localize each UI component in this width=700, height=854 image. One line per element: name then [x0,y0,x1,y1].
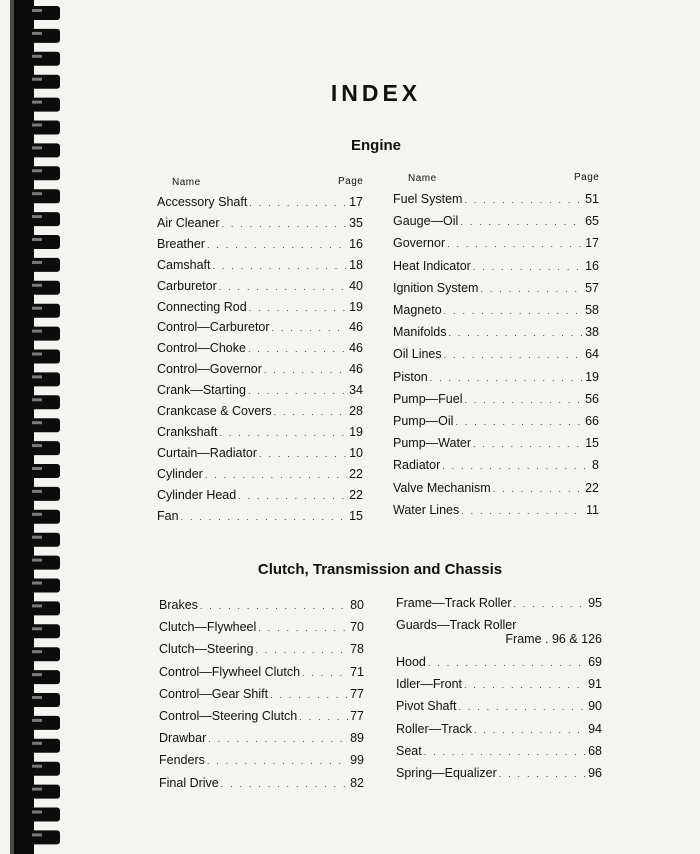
leader-dots [208,734,348,744]
binding-coil-highlight [32,398,42,401]
spiral-binding [0,0,72,854]
binding-coil-highlight [32,536,42,539]
entry-page: 22 [349,466,363,481]
index-entry [157,425,363,439]
entry-name: Magneto [393,303,442,317]
binding-coil-highlight [32,490,42,493]
leader-dots [447,239,583,249]
entry-page: 68 [588,743,602,758]
index-entry [157,362,363,376]
leader-dots [461,506,584,516]
entry-name: Radiator [393,458,441,473]
index-entry [157,279,363,293]
index-entry [157,216,363,230]
leader-dots: . [541,632,552,647]
leader-dots [200,601,348,611]
entry-name: Gauge—Oil [393,214,459,229]
binding-coil-highlight [32,215,42,218]
entry-page: 90 [588,699,602,714]
entry-page: 66 [585,414,599,428]
entry-name: Drawbar [159,731,207,746]
index-entry [393,192,599,206]
index-entry [393,325,599,339]
leader-dots [248,344,347,354]
section-heading-chassis: Clutch, Transmission and Chassis [257,561,503,578]
entry-page: 19 [349,424,363,439]
index-entry [157,488,363,502]
entry-name: Crankshaft [157,424,218,439]
entry-name: Control—Governor [157,362,262,377]
binding-coil [30,556,60,570]
leader-dots [464,195,583,205]
binding-coil [30,601,60,615]
column-header-page-left: Page [338,176,364,187]
entry-name: Ignition System [393,280,479,295]
column-header-name-right: Name [408,173,437,184]
binding-coil [30,372,60,386]
binding-coil-highlight [32,719,42,722]
binding-coil-highlight [32,307,42,310]
binding-coil-highlight [32,353,42,356]
entry-page: 99 [350,753,364,768]
binding-coil [30,418,60,432]
entry-page: 64 [585,347,599,362]
leader-dots [270,690,348,700]
binding-coil-highlight [32,261,42,264]
binding-coil-highlight [32,559,42,562]
entry-page: 28 [349,404,363,418]
leader-dots [460,217,583,227]
binding-coil [30,281,60,295]
entry-page: 69 [588,654,602,669]
binding-coil [30,487,60,501]
binding-coil [30,6,60,20]
binding-coil [30,29,60,43]
index-entry [157,300,363,314]
entry-name: Crank—Starting [157,383,246,398]
binding-coil [30,189,60,203]
binding-coil [30,304,60,318]
binding-coil [30,121,60,135]
entry-page: 80 [350,598,364,612]
leader-dots [464,680,586,690]
entry-name: Control—Gear Shift [159,686,269,701]
leader-dots [207,756,348,766]
binding-coil-highlight [32,811,42,814]
entry-name: Governor [393,236,446,251]
index-entry [396,722,602,736]
entry-page: 15 [349,508,363,523]
index-entry [393,303,599,317]
binding-coil [30,395,60,409]
binding-coil-highlight [32,513,42,516]
entry-page: 22 [349,487,363,502]
binding-coil-highlight [32,604,42,607]
index-entry [393,481,599,495]
index-entry [396,744,602,758]
entry-page: 46 [349,320,363,335]
entry-name: Pivot Shaft [396,699,457,714]
binding-coil [30,716,60,730]
index-entry [393,370,599,384]
leader-dots [221,779,348,789]
binding-coil [30,647,60,661]
column-header-name-left: Name [172,177,201,188]
entry-page: 65 [585,214,599,229]
index-entry [393,214,599,228]
entry-page: 89 [350,731,364,746]
binding-coil-highlight [32,238,42,241]
index-entry [393,347,599,361]
entry-name: Idler—Front [396,676,462,691]
leader-dots [499,769,586,779]
entry-page: 35 [349,215,363,230]
entry-page: 96 & 126 [551,632,602,647]
binding-coil [30,212,60,226]
entry-name: Cylinder Head [157,487,237,502]
binding-coil-highlight [32,742,42,745]
binding-coil-highlight [32,765,42,768]
index-entry [159,642,364,656]
entry-page: 46 [349,362,363,377]
section-heading-engine: Engine [350,137,401,154]
index-entry [157,383,363,397]
index-entry [159,620,364,634]
entry-name: Fan [157,508,179,523]
entry-page: 8 [592,458,599,473]
entry-name: Valve Mechanism [393,480,491,495]
binding-coil [30,441,60,455]
index-entry [396,655,602,669]
entry-page: 71 [350,664,364,679]
index-entry [159,753,364,767]
index-entry [396,677,602,691]
entry-name: Connecting Rod [157,299,247,314]
binding-coil-highlight [32,169,42,172]
entry-page: 11 [586,502,599,517]
entry-name: Control—Steering Clutch [159,709,298,723]
entry-page: 78 [350,642,364,657]
leader-dots [424,747,586,757]
entry-page: 10 [349,445,363,460]
entry-page: 96 [588,766,602,781]
entry-name: Breather [157,236,205,251]
binding-coil-highlight [32,467,42,470]
entry-name: Air Cleaner [157,215,220,230]
leader-dots [238,491,347,501]
entry-page: 18 [349,257,363,272]
entry-page: 19 [585,369,599,384]
binding-coil-highlight [32,375,42,378]
entry-page: 70 [350,620,364,635]
binding-coil [30,624,60,638]
entry-name: Cylinder [157,466,203,481]
binding-coil [30,533,60,547]
index-entry [159,731,364,745]
leader-dots [248,386,347,396]
entry-page: 17 [585,236,599,251]
leader-dots [256,645,349,655]
entry-name: Accessory Shaft [157,195,248,209]
index-entry [396,618,602,632]
entry-subname: Frame [505,632,542,647]
entry-page: 57 [585,280,599,295]
binding-coil [30,762,60,776]
index-entry [157,237,363,251]
binding-coil-highlight [32,582,42,585]
index-entry-continuation [505,632,602,646]
leader-dots [449,328,584,338]
binding-coil-highlight [32,124,42,127]
index-entry [159,665,364,679]
index-entry [396,596,602,610]
index-entry [393,503,599,517]
entry-name: Control—Carburetor [157,320,270,335]
entry-name: Camshaft [157,257,211,272]
binding-coil-highlight [32,146,42,149]
entry-name: Brakes [159,598,198,612]
index-entry [157,404,363,418]
entry-page: 22 [585,480,599,495]
leader-dots [213,261,348,271]
index-entry [157,341,363,355]
entry-page: 77 [350,709,364,723]
binding-coil [30,579,60,593]
entry-name: Water Lines [393,502,460,517]
leader-dots [274,407,347,417]
entry-page: 58 [585,303,599,317]
entry-name: Manifolds [393,325,447,340]
binding-coil [30,350,60,364]
leader-dots [207,240,347,250]
binding-coil [30,143,60,157]
leader-dots [249,303,347,313]
leader-dots [181,512,348,522]
binding-coil-highlight [32,284,42,287]
entry-page: 82 [350,775,364,790]
index-entry [157,195,363,209]
entry-page: 77 [350,686,364,701]
entry-page: 16 [349,236,363,251]
index-entry [159,598,364,612]
binding-coil [30,464,60,478]
entry-page: 95 [588,596,602,610]
column-header-page-right: Page [574,172,600,183]
index-entry [396,766,602,780]
entry-name: Clutch—Flywheel [159,620,257,635]
binding-coil [30,235,60,249]
entry-name: Spring—Equalizer [396,766,497,781]
leader-dots [430,373,583,383]
index-entry [393,236,599,250]
entry-page: 15 [585,436,599,451]
binding-coil [30,166,60,180]
index-entry [393,458,599,472]
binding-coil [30,52,60,66]
entry-name: Frame—Track Roller [396,596,512,610]
entry-name: Seat [396,743,422,758]
entry-name: Control—Choke [157,341,246,356]
leader-dots [428,658,586,668]
entry-page: 40 [349,278,363,293]
index-entry [393,436,599,450]
leader-dots [219,282,347,292]
binding-coil-highlight [32,9,42,12]
binding-coil-highlight [32,421,42,424]
leader-dots [473,262,583,272]
index-entry [159,687,364,701]
entry-name: Guards—Track Roller [396,618,517,633]
binding-coil [30,670,60,684]
leader-dots [493,484,583,494]
leader-dots [205,470,347,480]
entry-name: Pump—Water [393,436,472,451]
index-entry [157,320,363,334]
leader-dots [222,219,348,229]
entry-name: Curtain—Radiator [157,445,258,460]
binding-coil [30,808,60,822]
leader-dots [299,712,348,722]
index-entry [159,776,364,790]
leader-dots [442,461,590,471]
entry-name: Carburetor [157,278,217,293]
binding-coil-highlight [32,627,42,630]
index-entry [157,258,363,272]
entry-name: Fenders [159,753,205,768]
index-entry [393,392,599,406]
page-title: INDEX [330,80,422,106]
index-entry [157,467,363,481]
leader-dots [444,306,583,316]
entry-page: 34 [349,383,363,398]
index-entry [157,509,363,523]
entry-name: Hood [396,654,426,669]
leader-dots [514,599,587,609]
binding-coil-highlight [32,32,42,35]
entry-name: Final Drive [159,775,219,790]
entry-name: Heat Indicator [393,258,471,273]
leader-dots [259,449,347,459]
binding-coil [30,693,60,707]
leader-dots [455,417,583,427]
index-entry [393,414,599,428]
leader-dots [473,439,583,449]
binding-coil-highlight [32,55,42,58]
binding-coil [30,327,60,341]
entry-name: Fuel System [393,192,463,206]
entry-name: Oil Lines [393,347,442,362]
entry-name: Clutch—Steering [159,642,254,657]
binding-coil-highlight [32,650,42,653]
binding-coil [30,258,60,272]
leader-dots [464,395,583,405]
entry-page: 38 [585,325,599,340]
binding-coil-highlight [32,833,42,836]
binding-coil [30,510,60,524]
entry-page: 46 [349,341,363,356]
entry-page: 17 [349,195,363,209]
entry-page: 19 [349,299,363,314]
leader-dots [474,725,586,735]
entry-page: 94 [588,721,602,736]
index-entry [393,259,599,273]
binding-coil-highlight [32,192,42,195]
leader-dots [258,623,348,633]
entry-page: 16 [585,258,599,273]
entry-name: Control—Flywheel Clutch [159,664,301,679]
index-entry [396,699,602,713]
binding-coil [30,739,60,753]
binding-coil-highlight [32,696,42,699]
entry-name: Pump—Fuel [393,391,463,406]
entry-page: 91 [588,676,602,691]
index-entry [157,446,363,460]
leader-dots [444,350,583,360]
leader-dots [272,323,348,333]
leader-dots [264,365,347,375]
binding-coil-highlight [32,673,42,676]
entry-name: Pump—Oil [393,414,454,428]
entry-page: 56 [585,391,599,406]
entry-name: Roller—Track [396,721,472,736]
entry-name: Piston [393,369,428,384]
leader-dots [219,428,347,438]
binding-coil-highlight [32,330,42,333]
leader-dots [302,668,348,678]
binding-coil [30,785,60,799]
leader-dots [458,702,586,712]
leader-dots [249,198,347,208]
binding-coil [30,830,60,844]
entry-page: 51 [585,192,599,206]
binding-coil-highlight [32,788,42,791]
index-entry [393,281,599,295]
index-entry [159,709,364,723]
binding-coil-highlight [32,444,42,447]
entry-name: Crankcase & Covers [157,404,272,418]
leader-dots [480,284,583,294]
